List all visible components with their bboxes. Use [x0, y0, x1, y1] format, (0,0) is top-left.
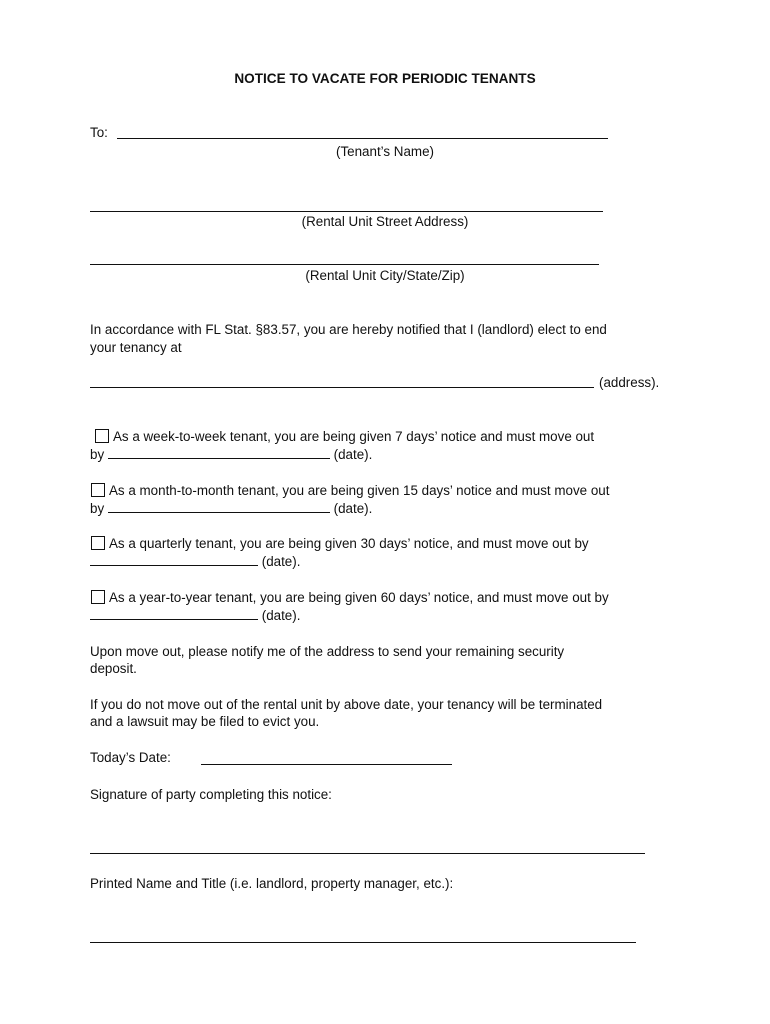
option-week-to-week-date-row	[90, 446, 372, 463]
printed-name-label: Printed Name and Title (i.e. landlord, property manager, etc.):	[90, 876, 454, 891]
tenant-name-field[interactable]	[117, 138, 608, 139]
signature-label: Signature of party completing this notice:	[90, 787, 332, 802]
year-to-year-checkbox[interactable]	[91, 590, 105, 604]
tenant-name-caption: (Tenant’s Name)	[336, 144, 434, 159]
month-to-month-checkbox[interactable]	[91, 483, 105, 497]
by-label: by	[90, 501, 105, 516]
city-state-zip-field[interactable]	[90, 264, 599, 265]
date-suffix: (date).	[261, 608, 301, 623]
printed-name-field[interactable]	[90, 942, 636, 943]
document-title: NOTICE TO VACATE FOR PERIODIC TENANTS	[234, 71, 536, 86]
street-address-caption: (Rental Unit Street Address)	[301, 214, 469, 229]
option-year-to-year-text: As a year-to-year tenant, you are being given 60 days’ notice, and must move out by	[109, 590, 609, 605]
city-state-zip-caption: (Rental Unit City/State/Zip)	[305, 268, 465, 283]
deposit-line-1: Upon move out, please notify me of the address to send your remaining security	[90, 644, 565, 659]
todays-date-field[interactable]	[201, 764, 452, 765]
deposit-line-2: deposit.	[90, 661, 137, 676]
lawsuit-line-2: and a lawsuit may be filed to evict you.	[90, 714, 320, 729]
to-label: To:	[90, 125, 108, 140]
intro-line-1: In accordance with FL Stat. §83.57, you are hereby notified that I (landlord) elect to end	[90, 322, 607, 337]
option-week-to-week	[95, 428, 594, 445]
option-quarterly-text: As a quarterly tenant, you are being given 30 days’ notice, and must move out by	[109, 536, 589, 551]
option-year-to-year	[91, 589, 609, 606]
street-address-field[interactable]	[90, 211, 603, 212]
todays-date-label: Today’s Date:	[90, 750, 171, 765]
by-label: by	[90, 447, 105, 462]
option-year-to-year-date-row	[90, 607, 300, 624]
quarterly-checkbox[interactable]	[91, 536, 105, 550]
option-month-to-month	[91, 482, 609, 499]
date-suffix: (date).	[261, 554, 301, 569]
quarterly-date-field[interactable]	[90, 553, 258, 566]
date-suffix: (date).	[333, 501, 373, 516]
lawsuit-line-1: If you do not move out of the rental unit by above date, your tenancy will be terminated	[90, 697, 603, 712]
address-suffix: (address).	[599, 375, 660, 390]
option-month-to-month-text: As a month-to-month tenant, you are being given 15 days’ notice and must move out	[109, 483, 610, 498]
intro-line-2: your tenancy at	[90, 340, 182, 355]
option-quarterly-date-row	[90, 553, 300, 570]
date-suffix: (date).	[333, 447, 373, 462]
week-to-week-date-field[interactable]	[108, 446, 330, 459]
option-quarterly	[91, 535, 589, 552]
option-month-to-month-date-row	[90, 500, 372, 517]
signature-field[interactable]	[90, 853, 645, 854]
month-to-month-date-field[interactable]	[108, 500, 330, 513]
tenancy-address-field[interactable]	[90, 387, 594, 388]
year-to-year-date-field[interactable]	[90, 607, 258, 620]
option-week-to-week-text: As a week-to-week tenant, you are being given 7 days’ notice and must move out	[113, 429, 595, 444]
week-to-week-checkbox[interactable]	[95, 429, 109, 443]
